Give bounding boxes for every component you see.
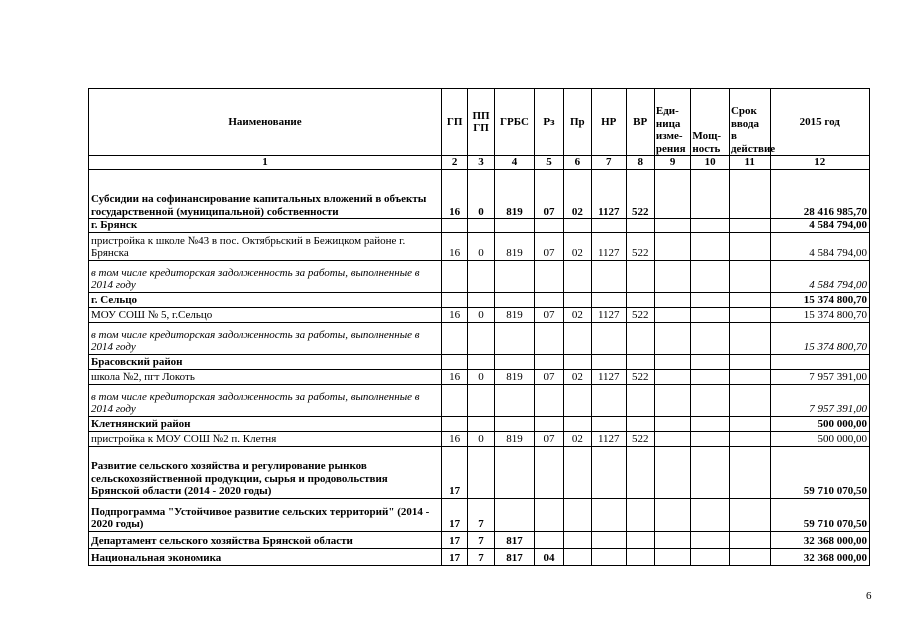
col-header-vr: ВР <box>626 89 654 156</box>
row-nr-cell <box>592 322 626 354</box>
row-grbs-cell <box>494 498 535 531</box>
row-pr-cell <box>563 322 591 354</box>
row-gp-cell <box>441 416 467 431</box>
row-unit-cell <box>654 384 691 416</box>
row-rz-cell: 07 <box>535 232 563 260</box>
row-nr-cell <box>592 416 626 431</box>
col-num: 2 <box>441 156 467 170</box>
row-amount-cell: 59 710 070,50 <box>770 498 870 531</box>
table-body <box>89 170 870 566</box>
row-date-cell <box>729 369 770 384</box>
table-row <box>89 384 870 416</box>
col-header-ppgp: ПП ГП <box>468 89 494 156</box>
row-amount-cell: 32 368 000,00 <box>770 531 870 548</box>
row-capacity-cell <box>691 307 730 322</box>
column-number-row <box>89 156 870 170</box>
row-vr-cell: 522 <box>626 232 654 260</box>
row-ppgp-cell: 7 <box>468 548 494 565</box>
col-num: 7 <box>592 156 626 170</box>
row-ppgp-cell <box>468 292 494 307</box>
row-nr-cell <box>592 354 626 369</box>
row-vr-cell: 522 <box>626 170 654 219</box>
row-capacity-cell <box>691 292 730 307</box>
row-rz-cell <box>535 354 563 369</box>
row-grbs-cell <box>494 354 535 369</box>
col-header-nr: НР <box>592 89 626 156</box>
table-row <box>89 322 870 354</box>
row-date-cell <box>729 498 770 531</box>
col-num: 9 <box>654 156 691 170</box>
row-capacity-cell <box>691 322 730 354</box>
row-ppgp-cell: 0 <box>468 170 494 219</box>
row-name-cell: Подпрограмма "Устойчивое развитие сельских территорий" (2014 - 2020 годы) <box>89 498 442 531</box>
row-rz-cell <box>535 498 563 531</box>
row-pr-cell: 02 <box>563 369 591 384</box>
row-grbs-cell: 819 <box>494 307 535 322</box>
row-grbs-cell <box>494 260 535 292</box>
row-ppgp-cell: 0 <box>468 307 494 322</box>
row-rz-cell <box>535 260 563 292</box>
row-grbs-cell: 819 <box>494 431 535 446</box>
row-rz-cell: 07 <box>535 431 563 446</box>
table-row <box>89 307 870 322</box>
row-nr-cell <box>592 446 626 498</box>
row-nr-cell: 1127 <box>592 307 626 322</box>
row-unit-cell <box>654 232 691 260</box>
row-amount-cell: 7 957 391,00 <box>770 369 870 384</box>
row-name-cell: школа №2, пгт Локоть <box>89 369 442 384</box>
row-name-cell: Субсидии на софинансирование капитальных вложений в объекты государственной (муниципальной) собственности <box>89 170 442 219</box>
row-pr-cell <box>563 260 591 292</box>
col-header-unit: Еди-ница изме-рения <box>654 89 691 156</box>
table-row <box>89 416 870 431</box>
row-nr-cell: 1127 <box>592 431 626 446</box>
table-row <box>89 548 870 565</box>
row-grbs-cell <box>494 384 535 416</box>
table-row <box>89 498 870 531</box>
row-date-cell <box>729 322 770 354</box>
col-num: 3 <box>468 156 494 170</box>
table-row <box>89 232 870 260</box>
row-unit-cell <box>654 548 691 565</box>
table-row <box>89 531 870 548</box>
row-amount-cell: 4 584 794,00 <box>770 219 870 233</box>
row-capacity-cell <box>691 219 730 233</box>
row-vr-cell <box>626 498 654 531</box>
row-gp-cell <box>441 260 467 292</box>
row-rz-cell: 07 <box>535 369 563 384</box>
row-pr-cell <box>563 531 591 548</box>
row-ppgp-cell: 7 <box>468 531 494 548</box>
row-nr-cell <box>592 498 626 531</box>
row-capacity-cell <box>691 498 730 531</box>
row-unit-cell <box>654 446 691 498</box>
row-ppgp-cell: 0 <box>468 369 494 384</box>
col-header-pr: Пр <box>563 89 591 156</box>
row-pr-cell: 02 <box>563 232 591 260</box>
row-name-cell: в том числе кредиторская задолженность за работы, выполненные в 2014 году <box>89 322 442 354</box>
col-num: 1 <box>89 156 442 170</box>
row-amount-cell: 7 957 391,00 <box>770 384 870 416</box>
col-header-gp: ГП <box>441 89 467 156</box>
row-vr-cell <box>626 354 654 369</box>
row-pr-cell <box>563 292 591 307</box>
row-grbs-cell: 819 <box>494 369 535 384</box>
row-date-cell <box>729 219 770 233</box>
row-ppgp-cell <box>468 322 494 354</box>
row-ppgp-cell <box>468 354 494 369</box>
row-unit-cell <box>654 354 691 369</box>
row-amount-cell: 15 374 800,70 <box>770 322 870 354</box>
row-name-cell: Клетнянский район <box>89 416 442 431</box>
col-num: 6 <box>563 156 591 170</box>
row-ppgp-cell: 0 <box>468 431 494 446</box>
row-name-cell: пристройка к МОУ СОШ №2 п. Клетня <box>89 431 442 446</box>
row-amount-cell: 15 374 800,70 <box>770 307 870 322</box>
row-amount-cell: 4 584 794,00 <box>770 260 870 292</box>
row-ppgp-cell: 0 <box>468 232 494 260</box>
col-header-name: Наименование <box>89 89 442 156</box>
row-grbs-cell: 817 <box>494 531 535 548</box>
col-header-rz: Рз <box>535 89 563 156</box>
col-num: 4 <box>494 156 535 170</box>
row-vr-cell <box>626 416 654 431</box>
row-date-cell <box>729 307 770 322</box>
row-amount-cell: 32 368 000,00 <box>770 548 870 565</box>
row-gp-cell: 16 <box>441 170 467 219</box>
row-pr-cell <box>563 384 591 416</box>
row-name-cell: МОУ СОШ № 5, г.Сельцо <box>89 307 442 322</box>
row-rz-cell: 07 <box>535 170 563 219</box>
row-amount-cell: 59 710 070,50 <box>770 446 870 498</box>
row-pr-cell <box>563 219 591 233</box>
row-rz-cell <box>535 219 563 233</box>
row-gp-cell: 16 <box>441 307 467 322</box>
row-amount-cell: 4 584 794,00 <box>770 232 870 260</box>
row-vr-cell <box>626 292 654 307</box>
row-pr-cell <box>563 446 591 498</box>
row-date-cell <box>729 531 770 548</box>
row-pr-cell: 02 <box>563 307 591 322</box>
row-pr-cell: 02 <box>563 170 591 219</box>
row-vr-cell <box>626 219 654 233</box>
row-amount-cell: 15 374 800,70 <box>770 292 870 307</box>
row-date-cell <box>729 416 770 431</box>
row-date-cell <box>729 548 770 565</box>
table-row <box>89 446 870 498</box>
row-name-cell: Развитие сельского хозяйства и регулирование рынков сельскохозяйственной продукции, сырья и продовольствия Брянской области (2014 - 2020 годы) <box>89 446 442 498</box>
row-ppgp-cell <box>468 219 494 233</box>
row-rz-cell <box>535 416 563 431</box>
row-rz-cell <box>535 446 563 498</box>
row-name-cell: в том числе кредиторская задолженность за работы, выполненные в 2014 году <box>89 260 442 292</box>
row-date-cell <box>729 170 770 219</box>
row-capacity-cell <box>691 354 730 369</box>
budget-table <box>88 88 870 566</box>
row-nr-cell <box>592 384 626 416</box>
row-pr-cell <box>563 416 591 431</box>
row-pr-cell: 02 <box>563 431 591 446</box>
row-gp-cell: 17 <box>441 446 467 498</box>
row-gp-cell: 16 <box>441 431 467 446</box>
row-rz-cell <box>535 322 563 354</box>
row-ppgp-cell <box>468 384 494 416</box>
row-gp-cell <box>441 354 467 369</box>
col-header-grbs: ГРБС <box>494 89 535 156</box>
row-date-cell <box>729 431 770 446</box>
row-nr-cell: 1127 <box>592 232 626 260</box>
row-name-cell: Национальная экономика <box>89 548 442 565</box>
row-name-cell: в том числе кредиторская задолженность за работы, выполненные в 2014 году <box>89 384 442 416</box>
table-row <box>89 431 870 446</box>
row-capacity-cell <box>691 548 730 565</box>
row-vr-cell: 522 <box>626 369 654 384</box>
row-unit-cell <box>654 307 691 322</box>
col-num: 11 <box>729 156 770 170</box>
row-date-cell <box>729 260 770 292</box>
row-capacity-cell <box>691 170 730 219</box>
row-date-cell <box>729 354 770 369</box>
row-capacity-cell <box>691 384 730 416</box>
row-name-cell: г. Сельцо <box>89 292 442 307</box>
row-unit-cell <box>654 416 691 431</box>
row-grbs-cell <box>494 219 535 233</box>
row-unit-cell <box>654 322 691 354</box>
row-nr-cell <box>592 260 626 292</box>
row-grbs-cell: 817 <box>494 548 535 565</box>
row-pr-cell <box>563 548 591 565</box>
header-row <box>89 89 870 156</box>
row-date-cell <box>729 232 770 260</box>
row-vr-cell: 522 <box>626 307 654 322</box>
row-rz-cell <box>535 531 563 548</box>
row-capacity-cell <box>691 232 730 260</box>
row-grbs-cell: 819 <box>494 170 535 219</box>
row-ppgp-cell <box>468 260 494 292</box>
row-gp-cell: 16 <box>441 369 467 384</box>
table-row <box>89 369 870 384</box>
row-amount-cell: 500 000,00 <box>770 416 870 431</box>
row-gp-cell: 17 <box>441 498 467 531</box>
row-gp-cell <box>441 292 467 307</box>
row-vr-cell: 522 <box>626 431 654 446</box>
row-vr-cell <box>626 384 654 416</box>
row-capacity-cell <box>691 531 730 548</box>
row-name-cell: пристройка к школе №43 в пос. Октябрьский в Бежицком районе г. Брянска <box>89 232 442 260</box>
col-num: 10 <box>691 156 730 170</box>
row-rz-cell: 07 <box>535 307 563 322</box>
row-date-cell <box>729 292 770 307</box>
row-name-cell: Брасовский район <box>89 354 442 369</box>
page-number: 6 <box>866 590 872 602</box>
row-nr-cell: 1127 <box>592 369 626 384</box>
row-nr-cell <box>592 548 626 565</box>
row-nr-cell: 1127 <box>592 170 626 219</box>
row-amount-cell <box>770 354 870 369</box>
row-ppgp-cell <box>468 416 494 431</box>
row-gp-cell: 16 <box>441 232 467 260</box>
table-row <box>89 292 870 307</box>
row-grbs-cell: 819 <box>494 232 535 260</box>
row-vr-cell <box>626 260 654 292</box>
row-vr-cell <box>626 531 654 548</box>
row-vr-cell <box>626 322 654 354</box>
row-unit-cell <box>654 219 691 233</box>
col-num: 8 <box>626 156 654 170</box>
row-ppgp-cell <box>468 446 494 498</box>
row-grbs-cell <box>494 292 535 307</box>
row-gp-cell: 17 <box>441 548 467 565</box>
row-unit-cell <box>654 498 691 531</box>
row-grbs-cell <box>494 322 535 354</box>
row-amount-cell: 28 416 985,70 <box>770 170 870 219</box>
row-grbs-cell <box>494 446 535 498</box>
col-num: 5 <box>535 156 563 170</box>
row-name-cell: Департамент сельского хозяйства Брянской области <box>89 531 442 548</box>
row-grbs-cell <box>494 416 535 431</box>
row-amount-cell: 500 000,00 <box>770 431 870 446</box>
row-date-cell <box>729 384 770 416</box>
table-row <box>89 354 870 369</box>
row-unit-cell <box>654 369 691 384</box>
row-ppgp-cell: 7 <box>468 498 494 531</box>
row-pr-cell <box>563 354 591 369</box>
table-row <box>89 260 870 292</box>
row-name-cell: г. Брянск <box>89 219 442 233</box>
col-header-commission-date: Срок ввода в действие <box>729 89 770 156</box>
row-unit-cell <box>654 292 691 307</box>
row-gp-cell: 17 <box>441 531 467 548</box>
row-nr-cell <box>592 292 626 307</box>
row-capacity-cell <box>691 260 730 292</box>
col-num: 12 <box>770 156 870 170</box>
col-header-capacity: Мощ-ность <box>691 89 730 156</box>
table-row <box>89 219 870 233</box>
row-unit-cell <box>654 170 691 219</box>
row-capacity-cell <box>691 369 730 384</box>
row-pr-cell <box>563 498 591 531</box>
row-vr-cell <box>626 446 654 498</box>
row-unit-cell <box>654 531 691 548</box>
table-row <box>89 170 870 219</box>
row-vr-cell <box>626 548 654 565</box>
row-gp-cell <box>441 219 467 233</box>
row-date-cell <box>729 446 770 498</box>
row-rz-cell <box>535 384 563 416</box>
row-nr-cell <box>592 531 626 548</box>
row-unit-cell <box>654 260 691 292</box>
row-unit-cell <box>654 431 691 446</box>
row-capacity-cell <box>691 446 730 498</box>
row-gp-cell <box>441 322 467 354</box>
row-rz-cell: 04 <box>535 548 563 565</box>
row-rz-cell <box>535 292 563 307</box>
row-capacity-cell <box>691 431 730 446</box>
col-header-year: 2015 год <box>770 89 870 156</box>
row-gp-cell <box>441 384 467 416</box>
row-capacity-cell <box>691 416 730 431</box>
row-nr-cell <box>592 219 626 233</box>
